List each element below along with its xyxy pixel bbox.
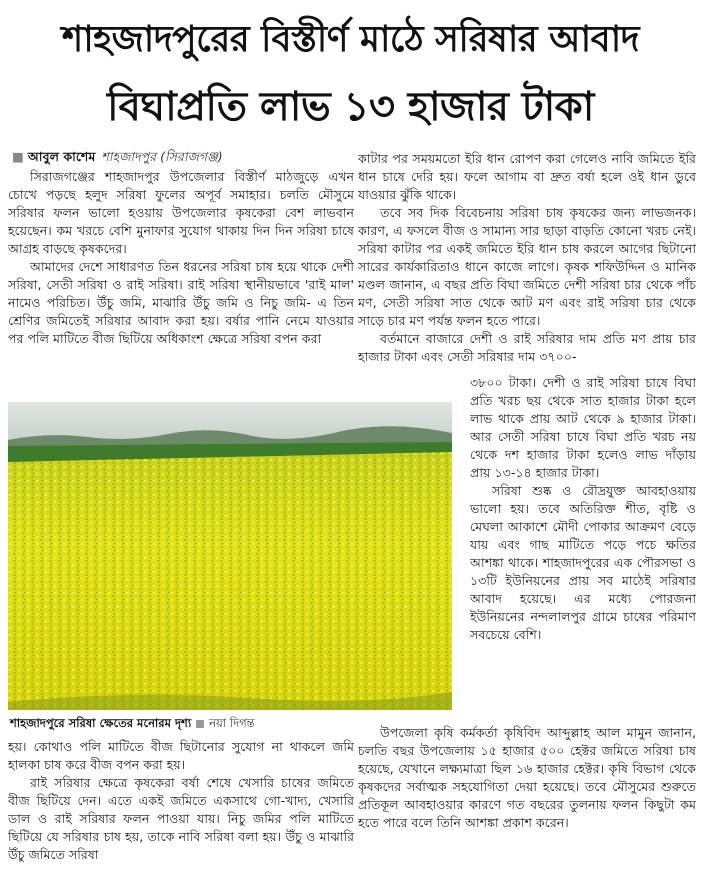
paragraph: উপজেলা কৃষি কর্মকর্তা কৃষিবিদ আব্দুল্লাহ আল মামুন জানান, চলতি বছর উপজেলায় ১৫ হাজার ৫০০ হেক্টর জমিতে সরিষা চাষ হয়েছে, যেখানে লক্ষ্যমাত্রা ছিল ১৬ হাজার হেক্টর। কৃষি বিভাগ থেকে কৃষকদের সর্বাত্মক সহযোগিতা দেয়া হয়েছে। তবে মৌসুমের শুরুতে প্রতিকূল আবহাওয়ার কারণে গত বছরের তুলনায় ফলন কিছুটা কম হতে পারে বলে তিনি আশঙ্কা প্রকাশ করেন। (358, 725, 696, 830)
article-column-right-bottom (358, 724, 696, 874)
caption-credit: নয়া দিগন্ত (209, 716, 255, 730)
byline-place: শাহজাদপুর (সিরাজগঞ্জ) (101, 149, 223, 164)
paragraph: হয়। কোথাও পলি মাটিতে বীজ ছিটানোর সুযোগ না থাকলে জমি হালকা চাষ করে বীজ বপন করা হয়। (8, 739, 354, 772)
headline-line-2: বিঘাপ্রতি লাভ ১৩ হাজার টাকা (107, 84, 594, 130)
paragraph: আমাদের দেশে সাধারণত তিন ধরনের সরিষা চাষ হয়ে থাকে দেশী সরিষা, সেতী সরিষা ও রাই সরিষা। রাই সরিষা স্থানীয়ভাবে 'রাই মাল' নামেও পরিচিত। উঁচু জমি, মাঝারি উঁচু জমি ও নিচু জমি- এ তিন শ্রেণির জমিতেই সরিষার আবাদ করা হয়। বর্ষার পানি নেমে যাওয়ার পর পলি মাটিতে বীজ ছিটিয়ে অধিকাংশ ক্ষেত্রে সরিষা বপন করা (8, 259, 354, 346)
mustard-field-photo (8, 402, 452, 710)
paragraph: সিরাজগঞ্জের শাহজাদপুর উপজেলার বিস্তীর্ণ মাঠজুড়ে এখন চোখে পড়ছে হলুদ সরিষা ফুলের অপূর্ব সমাহার। চলতি মৌসুমে সরিষার ফলন ভালো হওয়ায় উপজেলার কৃষকেরা বেশ লাভবান হয়েছেন। কম খরচে বেশি মুনাফার সুযোগ থাকায় দিন দিন সরিষা চাষে আগ্রহ বাড়ছে কৃষকদের। (8, 169, 354, 256)
paragraph: সরিষা শুষ্ক ও রৌদ্রযুক্ত আবহাওয়ায় ভালো হয়। তবে অতিরিক্ত শীত, বৃষ্টি ও মেঘলা আকাশে মৌদী পোকার আক্রমণ বেড়ে যায় এবং গাছ মাটিতে পড়ে পচে ক্ষতির আশঙ্কা থাকে। শাহজাদপুরের এক পৌরসভা ও ১৩টি ইউনিয়নের প্রায় সব মাঠেই সরিষার আবাদ হয়েছে। এর মধ্যে পোরজনা ইউনিয়নের নন্দলালপুর গ্রামে চাষের পরিমাণ সবচেয়ে বেশি। (470, 483, 696, 642)
article-column-left-top (8, 168, 354, 394)
article-column-right-wrap (470, 374, 696, 724)
byline-bullet-icon: ■ (12, 149, 24, 164)
article-column-left-bottom (8, 738, 354, 878)
article-column-right-top (358, 150, 696, 374)
paragraph: ৩৮০০ টাকা। দেশী ও রাই সরিষা চাষে বিঘা প্রতি খরচ ছয় থেকে সাত হাজার টাকা হলে লাভ থাকে প্রায় আট থেকে ৯ হাজার টাকা। আর সেতী সরিষা চাষে বিঘা প্রতি খরচ নয় থেকে দশ হাজার টাকা হলেও লাভ দাঁড়ায় প্রায় ১৩-১৪ হাজার টাকা। (470, 375, 696, 480)
paragraph: রাই সরিষার ক্ষেত্রে কৃষকেরা বর্ষা শেষে খেসারি চাষের জমিতে বীজ ছিটিয়ে দেন। এতে একই জমিতে একসাথে গো-খাদ্য, খেসারি ডাল ও রাই সরিষার ফলন পাওয়া যায়। নিচু জমির পলি মাটিতে ছিটিয়ে যে সরিষার চাষ হয়, তাকে নাবি সরিষা বলা হয়। উঁচু ও মাঝারি উঁচু জমিতে সরিষা (8, 775, 354, 862)
headline-line-1: শাহজাদপুরের বিস্তীর্ণ মাঠে সরিষার আবাদ (61, 19, 640, 60)
paragraph: কাটার পর সময়মতো ইরি ধান রোপণ করা গেলেও নাবি জমিতে ইরি ধান চাষে দেরি হয়। ফলে আগাম বা দ্রুত বর্ষা হলে ওই ধান ডুবে যাওয়ার ঝুঁকি থাকে। (358, 151, 696, 202)
caption-text: শাহজাদপুরে সরিষা ক্ষেতের মনোরম দৃশ্য (10, 716, 192, 730)
byline (12, 148, 352, 166)
paragraph: বর্তমানে বাজারে দেশী ও রাই সরিষার দাম প্রতি মণ প্রায় চার হাজার টাকা এবং সেতী সরিষার দাম ৩৭০০- (358, 331, 696, 364)
caption-separator-icon (196, 720, 204, 728)
byline-author: আবুল কাশেম (27, 149, 96, 164)
paragraph: তবে সব দিক বিবেচনায় সরিষা চাষ কৃষকের জন্য লাভজনক। কারণ, এ ফসলে বীজ ও সামান্য সার ছাড়া বাড়তি কোনো খরচ নেই। সরিষা কাটার পর একই জমিতে ইরি ধান চাষ করলে আগের ছিটানো সারের কার্যকারিতাও ধানে কাজে লাগে। কৃষক শফিউদ্দিন ও মানিক মণ্ডল জানান, এ বছর প্রতি বিঘা জমিতে দেশী সরিষা চার থেকে পাঁচ মণ, সেতী সরিষা সাত থেকে আট মণ এবং রাই সরিষা চার থেকে সাড়ে চার মণ পর্যন্ত ফলন হতে পারে। (358, 205, 696, 328)
